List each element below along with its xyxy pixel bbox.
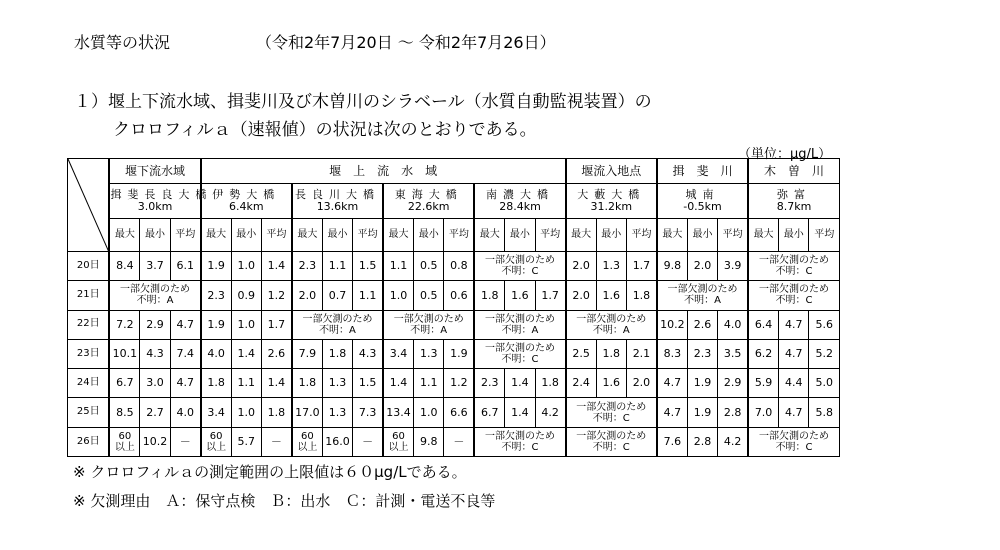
value-cell: － xyxy=(170,427,200,456)
value-cell: 1.3 xyxy=(322,398,352,427)
value-cell: 1.3 xyxy=(322,369,352,398)
missing-text: 一部欠測のため xyxy=(484,255,555,267)
value-cell: 2.9 xyxy=(140,310,170,339)
value-cell: 9.8 xyxy=(414,427,444,456)
station-distance: -0.5km xyxy=(683,199,722,213)
value-cell: － xyxy=(444,427,474,456)
missing-cell xyxy=(566,310,657,339)
stat-label: 最小 xyxy=(505,218,535,251)
value-cell: － xyxy=(261,427,291,456)
value-cell: 1.3 xyxy=(414,339,444,368)
group-header: 堰 上 流 水 域 xyxy=(201,159,566,184)
stat-label: 最小 xyxy=(322,218,352,251)
stat-label: 平均 xyxy=(353,218,383,251)
value-cell: 4.2 xyxy=(535,398,566,427)
station-header-row xyxy=(68,184,840,218)
intro-line-2: クロロフィルａ（速報値）の状況は次のとおりである。 xyxy=(113,120,537,140)
value-cell: 2.3 xyxy=(474,369,504,398)
value-cell: 1.9 xyxy=(687,398,717,427)
value-cell: 1.0 xyxy=(383,281,413,310)
value-cell: 3.4 xyxy=(201,398,231,427)
value-cell: 1.8 xyxy=(292,369,322,398)
stat-label: 平均 xyxy=(718,218,748,251)
stat-label: 最大 xyxy=(201,218,231,251)
missing-cell xyxy=(383,310,474,339)
missing-reason: 不明：C xyxy=(501,441,539,453)
value-cell: 4.0 xyxy=(201,339,231,368)
missing-cell xyxy=(474,251,565,280)
station-header xyxy=(748,184,839,218)
stat-label: 平均 xyxy=(170,218,200,251)
missing-reason: 不明：A xyxy=(136,295,174,307)
value-cell: 8.5 xyxy=(109,398,139,427)
stat-label: 最小 xyxy=(596,218,626,251)
station-header xyxy=(292,184,383,218)
report-period: （令和2年7月20日 ～ 令和2年7月26日） xyxy=(256,33,556,52)
missing-cell xyxy=(474,339,565,368)
missing-reason: 不明：A xyxy=(319,324,356,336)
missing-reason: 不明：A xyxy=(501,324,539,336)
missing-reason: 不明：A xyxy=(592,324,630,336)
value-cell: 1.0 xyxy=(414,398,444,427)
missing-reason: 不明：A xyxy=(410,324,448,336)
stat-label: 最小 xyxy=(779,218,809,251)
stat-label: 最大 xyxy=(657,218,687,251)
stat-label: 平均 xyxy=(809,218,840,251)
value-cell: 1.2 xyxy=(261,281,291,310)
value-cell: 6.1 xyxy=(170,251,200,280)
value-over-limit-number: 60 xyxy=(118,430,132,442)
value-cell: 1.4 xyxy=(383,369,413,398)
value-cell: 2.9 xyxy=(718,369,748,398)
stat-label: 最小 xyxy=(140,218,170,251)
value-cell: 6.7 xyxy=(109,369,139,398)
stat-label: 最大 xyxy=(748,218,778,251)
value-cell: 1.0 xyxy=(231,310,261,339)
value-cell: 0.6 xyxy=(444,281,474,310)
value-cell: 1.8 xyxy=(201,369,231,398)
missing-cell xyxy=(566,427,657,456)
value-over-limit-number: 60 xyxy=(300,430,314,442)
value-cell: 1.8 xyxy=(535,369,566,398)
missing-text: 一部欠測のため xyxy=(484,313,555,325)
value-over-limit-suffix: 以上 xyxy=(206,441,227,453)
value-cell: 1.6 xyxy=(505,281,535,310)
group-header: 堰流入地点 xyxy=(566,159,657,184)
value-cell: 8.3 xyxy=(657,339,687,368)
value-cell: 1.4 xyxy=(505,398,535,427)
value-cell: 4.7 xyxy=(170,310,200,339)
stat-label: 最大 xyxy=(566,218,596,251)
missing-text: 一部欠測のため xyxy=(759,255,830,267)
value-over-limit-suffix: 以上 xyxy=(388,441,409,453)
value-cell: 2.8 xyxy=(687,427,717,456)
table-row xyxy=(68,398,840,427)
value-cell: 4.0 xyxy=(170,398,200,427)
station-header xyxy=(474,184,565,218)
value-cell: 17.0 xyxy=(292,398,322,427)
value-cell: 1.4 xyxy=(261,369,291,398)
day-label: 25日 xyxy=(68,398,110,427)
value-cell: 2.8 xyxy=(718,398,748,427)
missing-text: 一部欠測のため xyxy=(576,313,647,325)
value-cell xyxy=(292,427,322,456)
value-cell: 6.6 xyxy=(444,398,474,427)
table-row xyxy=(68,310,840,339)
value-cell: 4.7 xyxy=(779,310,809,339)
missing-cell xyxy=(474,310,565,339)
value-cell: 2.0 xyxy=(687,251,717,280)
station-distance: 8.7km xyxy=(776,199,812,213)
value-cell: 2.7 xyxy=(140,398,170,427)
group-header-row xyxy=(68,159,840,184)
value-cell: 1.1 xyxy=(383,251,413,280)
value-cell: 3.0 xyxy=(140,369,170,398)
missing-reason: 不明：C xyxy=(592,441,630,453)
value-cell: 1.5 xyxy=(353,251,383,280)
report-title: 水質等の状況 xyxy=(74,33,171,52)
missing-cell xyxy=(292,310,383,339)
station-name: 長良川大橋 xyxy=(294,188,380,202)
station-header xyxy=(657,184,748,218)
value-cell: 1.7 xyxy=(261,310,291,339)
stat-label: 平均 xyxy=(626,218,656,251)
value-over-limit-number: 60 xyxy=(392,430,405,442)
station-name: 南濃大橋 xyxy=(485,188,554,202)
value-cell: 1.0 xyxy=(231,251,261,280)
chlorophyll-table xyxy=(67,158,840,457)
value-cell: 0.9 xyxy=(231,281,261,310)
table-row xyxy=(68,369,840,398)
missing-cell xyxy=(566,398,657,427)
value-cell: 10.1 xyxy=(109,339,139,368)
value-cell: 5.0 xyxy=(809,369,840,398)
station-header xyxy=(201,184,292,218)
value-cell: 3.7 xyxy=(140,251,170,280)
missing-reason: 不明：C xyxy=(775,441,813,453)
stat-label: 最大 xyxy=(474,218,504,251)
station-distance: 28.4km xyxy=(499,199,541,213)
value-cell: 5.2 xyxy=(809,339,840,368)
station-name: 弥富 xyxy=(777,188,812,202)
value-cell: 4.2 xyxy=(718,427,748,456)
value-cell: 1.8 xyxy=(474,281,504,310)
value-cell: 1.7 xyxy=(535,281,566,310)
stat-label: 平均 xyxy=(535,218,566,251)
value-cell: 1.9 xyxy=(687,369,717,398)
value-cell: 1.1 xyxy=(414,369,444,398)
intro-line-1: １）堰上下流水域、揖斐川及び木曽川のシラベール（水質自動監視装置）の xyxy=(74,92,652,112)
stat-label: 最小 xyxy=(687,218,717,251)
missing-reason: 不明：A xyxy=(684,295,721,307)
station-header xyxy=(109,184,213,218)
value-cell: 4.4 xyxy=(779,369,809,398)
missing-reason: 不明：C xyxy=(501,266,539,278)
value-cell: 10.2 xyxy=(657,310,687,339)
value-cell: 3.5 xyxy=(718,339,748,368)
note-range-limit: ※ クロロフィルａの測定範囲の上限値は６０μg/Lである。 xyxy=(73,463,467,481)
value-cell: 7.3 xyxy=(353,398,383,427)
value-cell: 3.9 xyxy=(718,251,748,280)
value-cell: 5.9 xyxy=(748,369,778,398)
stat-label: 最大 xyxy=(109,218,139,251)
day-label: 21日 xyxy=(68,281,110,310)
value-cell: 1.4 xyxy=(261,251,291,280)
value-cell: 10.2 xyxy=(140,427,170,456)
station-name: 城南 xyxy=(685,188,720,202)
group-header: 堰下流水域 xyxy=(109,159,200,184)
value-cell: 0.8 xyxy=(444,251,474,280)
station-distance: 6.4km xyxy=(228,199,264,213)
value-cell: 1.1 xyxy=(231,369,261,398)
stat-label: 最小 xyxy=(414,218,444,251)
value-cell: 7.2 xyxy=(109,310,139,339)
table-row xyxy=(68,339,840,368)
value-cell: 4.3 xyxy=(353,339,383,368)
value-cell: 6.2 xyxy=(748,339,778,368)
day-label: 20日 xyxy=(68,251,110,280)
value-cell: 2.0 xyxy=(292,281,322,310)
stat-label: 最小 xyxy=(231,218,261,251)
missing-cell xyxy=(748,251,839,280)
missing-text: 一部欠測のため xyxy=(302,313,373,325)
value-cell: 1.9 xyxy=(201,251,231,280)
value-cell: 2.0 xyxy=(566,251,596,280)
missing-text: 一部欠測のため xyxy=(576,430,647,442)
table-row xyxy=(68,251,840,280)
value-cell: 1.7 xyxy=(626,251,656,280)
value-cell: 1.8 xyxy=(322,339,352,368)
value-cell xyxy=(201,427,231,456)
value-cell: 1.6 xyxy=(596,281,626,310)
station-distance: 22.6km xyxy=(407,199,450,213)
missing-cell xyxy=(474,427,565,456)
station-distance: 13.6km xyxy=(316,199,359,213)
value-over-limit-number: 60 xyxy=(209,430,223,442)
value-cell: 2.5 xyxy=(566,339,596,368)
value-cell: 1.5 xyxy=(353,369,383,398)
value-cell: 4.7 xyxy=(779,398,809,427)
value-cell: 4.7 xyxy=(657,398,687,427)
stat-label: 最大 xyxy=(292,218,322,251)
value-cell: 4.7 xyxy=(170,369,200,398)
value-cell: 6.7 xyxy=(474,398,504,427)
missing-text: 一部欠測のため xyxy=(576,401,647,413)
missing-cell xyxy=(109,281,200,310)
missing-text: 一部欠測のため xyxy=(759,430,830,442)
value-cell: 1.0 xyxy=(231,398,261,427)
value-cell: 2.4 xyxy=(566,369,596,398)
missing-reason: 不明：C xyxy=(775,266,813,278)
station-distance: 31.2km xyxy=(590,199,633,213)
value-cell: 2.6 xyxy=(261,339,291,368)
value-cell: 4.7 xyxy=(657,369,687,398)
missing-cell xyxy=(748,427,839,456)
value-cell: 1.8 xyxy=(261,398,291,427)
value-cell: 8.4 xyxy=(109,251,139,280)
value-cell: 1.9 xyxy=(444,339,474,368)
value-cell: 2.0 xyxy=(566,281,596,310)
value-cell: 1.1 xyxy=(322,251,352,280)
value-cell: 7.6 xyxy=(657,427,687,456)
value-cell: 1.4 xyxy=(505,369,535,398)
value-cell: 2.0 xyxy=(626,369,656,398)
value-cell: 2.3 xyxy=(201,281,231,310)
stat-header-row xyxy=(68,218,840,251)
value-cell: 4.0 xyxy=(718,310,748,339)
value-cell: 5.7 xyxy=(231,427,261,456)
value-cell: 4.3 xyxy=(140,339,170,368)
value-cell: 5.6 xyxy=(809,310,840,339)
value-cell: 0.5 xyxy=(414,281,444,310)
value-over-limit-suffix: 以上 xyxy=(114,441,135,453)
corner-diagonal-cell xyxy=(68,159,110,252)
missing-cell xyxy=(657,281,748,310)
value-cell: 1.1 xyxy=(353,281,383,310)
value-cell: 2.6 xyxy=(687,310,717,339)
group-header: 揖 斐 川 xyxy=(657,159,748,184)
table-row xyxy=(68,427,840,456)
station-name: 伊勢大橋 xyxy=(212,188,281,202)
value-cell: 2.1 xyxy=(626,339,656,368)
day-label: 26日 xyxy=(68,427,110,456)
diagonal-line xyxy=(68,159,108,251)
station-distance: 3.0km xyxy=(137,199,173,213)
value-cell: 9.8 xyxy=(657,251,687,280)
missing-reason: 不明：C xyxy=(592,412,630,424)
stat-label: 平均 xyxy=(444,218,474,251)
value-cell xyxy=(383,427,413,456)
value-cell: 1.3 xyxy=(596,251,626,280)
value-cell xyxy=(109,427,139,456)
value-cell: 3.4 xyxy=(383,339,413,368)
value-cell: 7.0 xyxy=(748,398,778,427)
value-cell: 7.4 xyxy=(170,339,200,368)
missing-reason: 不明：C xyxy=(775,295,813,307)
value-cell: 1.9 xyxy=(201,310,231,339)
value-cell: 2.3 xyxy=(292,251,322,280)
group-header: 木 曽 川 xyxy=(748,159,839,184)
missing-cell xyxy=(748,281,839,310)
day-label: 23日 xyxy=(68,339,110,368)
value-cell: － xyxy=(353,427,383,456)
value-over-limit-suffix: 以上 xyxy=(297,441,318,453)
unit-label: （単位：μg/L） xyxy=(738,147,832,162)
missing-text: 一部欠測のため xyxy=(667,284,738,296)
missing-text: 一部欠測のため xyxy=(120,284,191,296)
value-cell: 1.8 xyxy=(626,281,656,310)
day-label: 22日 xyxy=(68,310,110,339)
missing-text: 一部欠測のため xyxy=(759,284,830,296)
missing-text: 一部欠測のため xyxy=(484,342,555,354)
value-cell: 13.4 xyxy=(383,398,413,427)
day-label: 24日 xyxy=(68,369,110,398)
value-cell: 0.5 xyxy=(414,251,444,280)
station-name: 東海大橋 xyxy=(394,188,463,202)
value-cell: 6.4 xyxy=(748,310,778,339)
stat-label: 平均 xyxy=(261,218,291,251)
note-missing-reasons: ※ 欠測理由 Ａ：保守点検 Ｂ：出水 Ｃ：計測・電送不良等 xyxy=(73,492,496,510)
station-header xyxy=(383,184,474,218)
value-cell: 1.4 xyxy=(231,339,261,368)
missing-reason: 不明：C xyxy=(501,353,539,365)
value-cell: 0.7 xyxy=(322,281,352,310)
value-cell: 2.3 xyxy=(687,339,717,368)
missing-text: 一部欠測のため xyxy=(393,313,464,325)
table-row xyxy=(68,281,840,310)
value-cell: 5.8 xyxy=(809,398,840,427)
missing-text: 一部欠測のため xyxy=(484,430,555,442)
value-cell: 1.6 xyxy=(596,369,626,398)
value-cell: 7.9 xyxy=(292,339,322,368)
value-cell: 1.8 xyxy=(596,339,626,368)
value-cell: 16.0 xyxy=(322,427,352,456)
station-name: 大藪大橋 xyxy=(577,188,646,202)
station-name: 揖斐長良大橋 xyxy=(110,188,213,202)
station-header xyxy=(566,184,657,218)
value-cell: 4.7 xyxy=(779,339,809,368)
value-cell: 1.2 xyxy=(444,369,474,398)
stat-label: 最大 xyxy=(383,218,413,251)
